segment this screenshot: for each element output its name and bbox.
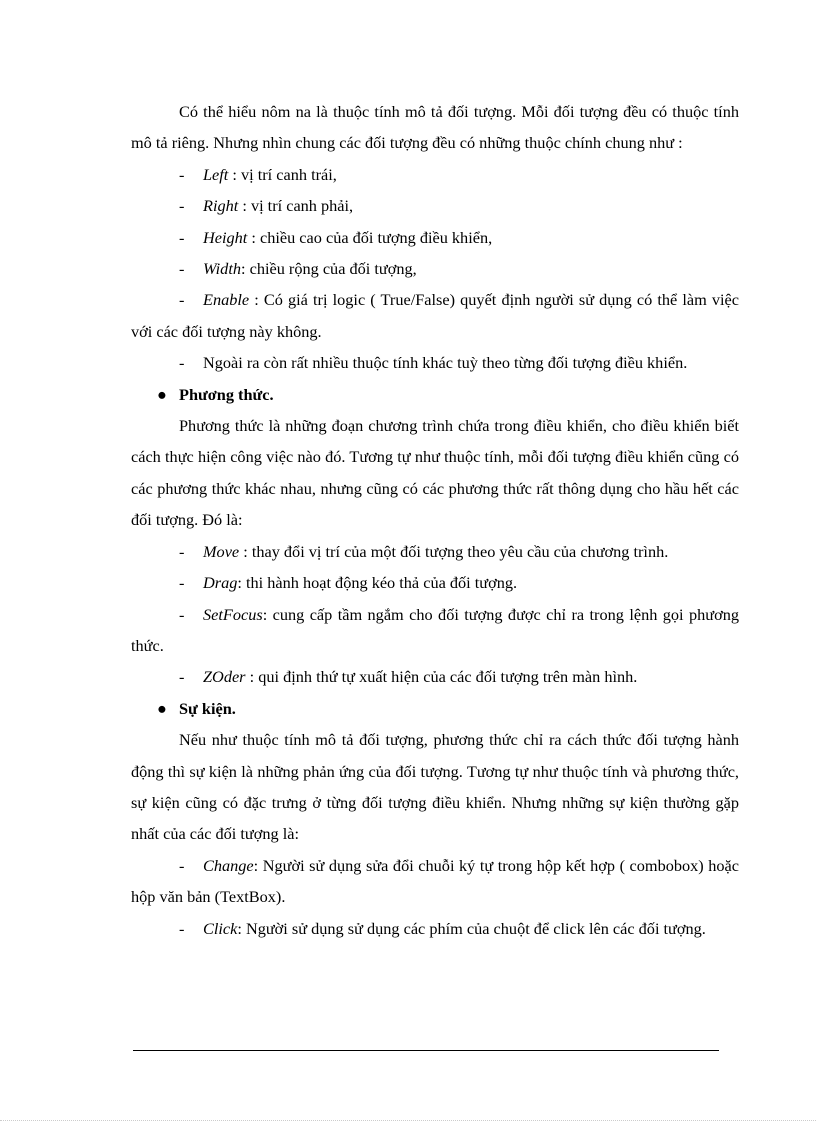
dash-marker: - — [179, 290, 185, 310]
dash-marker: - — [179, 259, 185, 279]
dash-marker: - — [179, 573, 185, 593]
property-item-height — [131, 222, 739, 253]
event-item-click — [131, 913, 739, 944]
method-desc: : thi hành hoạt động kéo thả của đối tượng. — [237, 573, 518, 593]
method-term: ZOder — [203, 667, 246, 687]
dash-marker: - — [179, 541, 185, 561]
method-term: SetFocus — [203, 604, 263, 624]
bullet-icon: ● — [157, 698, 167, 718]
event-item-change — [131, 850, 739, 913]
page-content — [131, 96, 739, 944]
dash-marker: - — [179, 227, 185, 247]
footer-divider — [133, 1050, 719, 1051]
property-desc: : chiều cao của đối tượng điều khiển, — [247, 227, 493, 247]
property-item-enable — [131, 284, 739, 347]
event-term: Change — [203, 855, 254, 875]
method-term: Move — [203, 541, 240, 561]
dash-marker: - — [179, 604, 185, 624]
methods-intro: Phương thức là những đoạn chương trình chứa trong điều khiển, cho điều khiển biết cách thực hiện công việc nào đó. Tương tự như thuộc tính, mỗi đối tượng điều khiển cũng có các phương thức khác nhau, nhưng cũng có các phương thức rất thông dụng cho hầu hết các đối tượng. Đó là: — [131, 416, 739, 530]
method-term: Drag — [203, 573, 238, 593]
property-item-width — [131, 253, 739, 284]
events-heading-text: Sự kiện. — [179, 698, 236, 718]
property-term: Right — [203, 196, 239, 216]
event-desc: : Người sử dụng sửa đổi chuỗi ký tự trong hộp kết hợp ( combobox) hoặc hộp văn bản (TextBox). — [131, 855, 739, 907]
property-desc: : vị trí canh phải, — [238, 196, 354, 216]
event-term: Click — [203, 918, 238, 938]
intro-paragraph: Có thể hiểu nôm na là thuộc tính mô tả đối tượng. Mỗi đối tượng đều có thuộc tính mô tả riêng. Nhưng nhìn chung các đối tượng đều có những thuộc chính chung như : — [131, 102, 739, 153]
method-item-zoder — [131, 661, 739, 692]
events-heading — [131, 693, 739, 724]
property-item-left — [131, 159, 739, 190]
method-item-move — [131, 536, 739, 567]
events-intro: Nếu như thuộc tính mô tả đối tượng, phương thức chỉ ra cách thức đối tượng hành động thì sự kiện là những phản ứng của đối tượng. Tương tự như thuộc tính và phương thức, sự kiện cũng có đặc trưng ở từng đối tượng điều khiển. Nhưng những sự kiện thường gặp nhất của các đối tượng là: — [131, 730, 739, 844]
method-desc: : thay đổi vị trí của một đối tượng theo yêu cầu của chương trình. — [239, 541, 669, 561]
methods-heading-text: Phương thức. — [179, 384, 274, 404]
property-term: Enable — [203, 290, 250, 310]
property-extra-text: Ngoài ra còn rất nhiều thuộc tính khác tuỳ theo từng đối tượng điều khiển. — [203, 353, 688, 373]
property-desc: : vị trí canh trái, — [228, 164, 337, 184]
dash-marker: - — [179, 855, 185, 875]
bullet-icon: ● — [157, 384, 167, 404]
property-term: Left — [203, 164, 229, 184]
dash-marker: - — [179, 918, 185, 938]
method-item-drag — [131, 567, 739, 598]
dash-marker: - — [179, 667, 185, 687]
method-desc: : qui định thứ tự xuất hiện của các đối tượng trên màn hình. — [245, 667, 638, 687]
page-bottom-border — [0, 1120, 816, 1121]
dash-marker: - — [179, 164, 185, 184]
dash-marker: - — [179, 353, 185, 373]
property-item-right — [131, 190, 739, 221]
method-item-setfocus — [131, 599, 739, 662]
event-desc: : Người sử dụng sử dụng các phím của chuột để click lên các đối tượng. — [237, 918, 706, 938]
property-desc: : chiều rộng của đối tượng, — [241, 259, 417, 279]
methods-heading — [131, 379, 739, 410]
dash-marker: - — [179, 196, 185, 216]
property-term: Width — [203, 259, 241, 279]
property-item-extra — [131, 347, 739, 378]
property-desc: : Có giá trị logic ( True/False) quyết định người sử dụng có thể làm việc với các đối tượng này không. — [131, 290, 739, 341]
property-term: Height — [203, 227, 248, 247]
method-desc: : cung cấp tầm ngắm cho đối tượng được chỉ ra trong lệnh gọi phương thức. — [131, 604, 739, 655]
